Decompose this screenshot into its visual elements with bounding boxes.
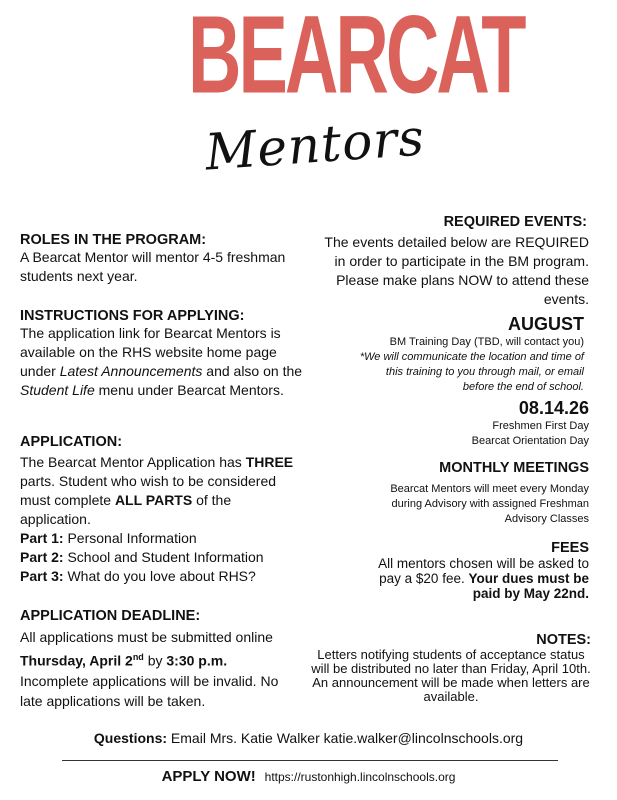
fees-heading: FEES xyxy=(551,540,589,556)
monthly-section xyxy=(369,460,589,527)
part-1 xyxy=(20,529,320,548)
application-heading: APPLICATION: xyxy=(20,434,123,450)
notes-text: Letters notifying students of acceptance status will be distributed no later than Friday, April 10th. An announcement will be made when letters are available. xyxy=(311,647,591,704)
date-heading: 08.14.26 xyxy=(518,398,589,418)
august-section xyxy=(344,314,584,395)
august-note: *We will communicate the location and time of this training to you through mail, or email before the end of school. xyxy=(359,351,584,393)
text: Incomplete applications will be invalid. No late applications will be taken. xyxy=(20,672,279,709)
part-label: Part 3: xyxy=(20,568,64,584)
email-link[interactable]: katie.walker@lincolnschools.org xyxy=(323,730,524,746)
date-section xyxy=(472,398,589,449)
date-line-1: Freshmen First Day xyxy=(492,420,589,432)
text: The application link for Bearcat Mentors is available on the RHS website home page under xyxy=(20,325,281,379)
part-text: Personal Information xyxy=(63,530,197,546)
apply-now-label: APPLY NOW! xyxy=(161,768,256,785)
deadline-section xyxy=(20,608,320,711)
required-section xyxy=(324,214,589,309)
text-italic: Student Life xyxy=(20,382,95,398)
text: menu under Bearcat Mentors. xyxy=(94,382,284,398)
part-text: School and Student Information xyxy=(63,549,264,565)
date-line-2: Bearcat Orientation Day xyxy=(471,435,589,447)
instructions-text xyxy=(20,324,310,400)
text-italic: Latest Announcements xyxy=(59,363,203,379)
part-2 xyxy=(20,548,320,567)
required-text: The events detailed below are REQUIRED in order to participate in the BM program. Please make plans NOW to attend these events. xyxy=(324,234,589,307)
deadline-heading: APPLICATION DEADLINE: xyxy=(20,608,201,624)
apply-url-link[interactable]: https://rustonhigh.lincolnschools.org xyxy=(264,770,456,784)
roles-text: A Bearcat Mentor will mentor 4-5 freshman students next year. xyxy=(20,249,286,284)
instructions-heading: INSTRUCTIONS FOR APPLYING: xyxy=(20,308,245,324)
text: The Bearcat Mentor Application has xyxy=(20,454,246,470)
superscript: nd xyxy=(132,652,144,662)
text-bold: Your dues must be paid by May 22nd. xyxy=(468,571,589,601)
logo-bearcat-word: BEARCAT xyxy=(188,0,524,117)
deadline-text xyxy=(20,627,295,711)
questions-label: Questions: xyxy=(93,730,168,746)
part-label: Part 2: xyxy=(20,549,64,565)
fees-section xyxy=(364,540,589,601)
required-heading: REQUIRED EVENTS: xyxy=(443,214,587,230)
text: All applications must be submitted online xyxy=(20,629,273,645)
apply-line xyxy=(0,768,617,786)
roles-section xyxy=(20,232,320,286)
part-3 xyxy=(20,567,320,586)
text-bold: Thursday, April 2 xyxy=(20,652,133,669)
text: parts. Student who wish to be considered must complete xyxy=(20,473,277,508)
fees-text xyxy=(364,556,589,601)
questions-line xyxy=(0,730,617,746)
monthly-heading: MONTHLY MEETINGS xyxy=(439,460,589,476)
logo-mentors-script: Mentors xyxy=(203,108,427,182)
monthly-text: Bearcat Mentors will meet every Monday during Advisory with assigned Freshman Advisory Classes xyxy=(390,483,589,525)
august-line: BM Training Day (TBD, will contact you) xyxy=(389,336,584,348)
august-heading: AUGUST xyxy=(508,314,584,334)
notes-heading: NOTES: xyxy=(536,632,591,648)
text: of the application. xyxy=(20,492,232,527)
part-text: What do you love about RHS? xyxy=(63,568,256,584)
divider xyxy=(62,760,558,761)
text: All mentors chosen will be asked to pay a $20 fee. xyxy=(378,556,589,586)
text-bold: ALL PARTS xyxy=(114,492,193,508)
text: by xyxy=(143,652,167,669)
text-bold: THREE xyxy=(245,454,294,470)
instructions-section xyxy=(20,308,320,400)
questions-text: Email Mrs. Katie Walker xyxy=(167,730,324,746)
part-label: Part 1: xyxy=(20,530,64,546)
application-text xyxy=(20,453,295,529)
text-bold: 3:30 p.m. xyxy=(166,652,228,669)
application-section xyxy=(20,434,320,586)
text: and also on the xyxy=(202,363,303,379)
notes-section xyxy=(311,632,591,704)
roles-heading: ROLES IN THE PROGRAM: xyxy=(20,232,207,248)
